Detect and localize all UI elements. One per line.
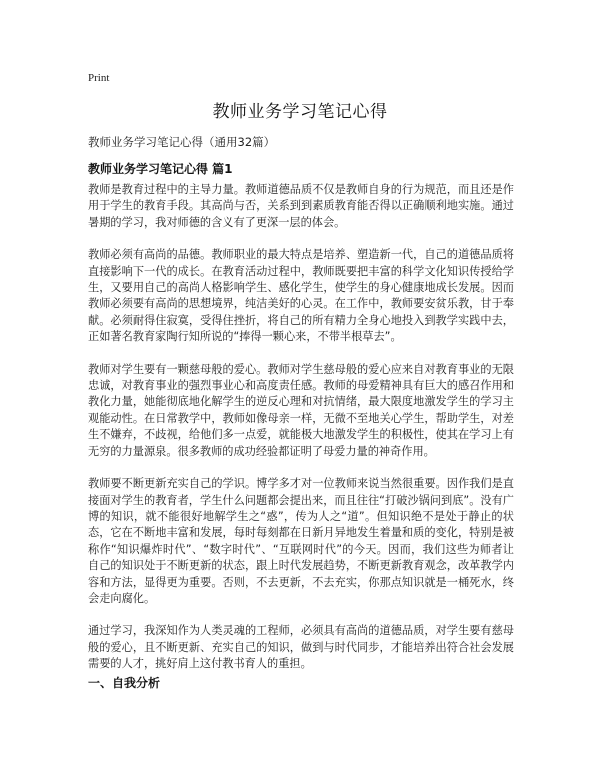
print-link[interactable]: Print: [88, 72, 110, 84]
sub-heading-self-analysis: 一、自我分析: [88, 676, 161, 690]
document-title: 教师业务学习笔记心得: [212, 102, 388, 122]
paragraph-5: 通过学习，我深知作为人类灵魂的工程师，必须具有高尚的道德品质，对学生要有慈母般的爱心，且不断更新、充实自己的知识，做到与时代同步，才能培养出符合社会发展需要的人才，挑好肩上这付教书育人的重担。: [88, 624, 514, 671]
article-body: [88, 182, 514, 689]
section-heading: 教师业务学习笔记心得 篇1: [88, 162, 233, 176]
paragraph-1: 教师是教育过程中的主导力量。教师道德品质不仅是教师自身的行为规范，而且还是作用于学生的教育手段。其高尚与否，关系到到素质教育能否得以正确顺利地实施。通过暑期的学习，我对师德的含义有了更深一层的体会。: [88, 183, 514, 229]
paragraph-3: 教师对学生要有一颗慈母般的爱心。教师对学生慈母般的爱心应来自对教育事业的无限忠诚，对教育事业的强烈事业心和高度责任感。教师的母爱精神具有巨大的感召作用和教化力量，她能彻底地化解学生的逆反心理和对抗情绪，最大限度地激发学生的学习主观能动性。在日常教学中，教师如像母亲一样，无微不至地关心学生，帮助学生，对差生不嫌弃，不歧视，给他们多一点爱，就能极大地激发学生的积极性，使其在学习上有无穷的力量源泉。很多教师的成功经验都证明了母爱力量的神奇作用。: [88, 362, 514, 458]
paragraph-2: 教师必须有高尚的品德。教师职业的最大特点是培养、塑造新一代，自己的道德品质将直接影响下一代的成长。在教育活动过程中，教师既要把丰富的科学文化知识传授给学生，又要用自己的高尚人格影响学生、感化学生，使学生的身心健康地成长发展。因而教师必须要有高尚的思想境界，纯洁美好的心灵。在工作中，教师要安贫乐教，甘于奉献。必须耐得住寂寞，受得住挫折，将自己的所有精力全身心地投入到教学实践中去，正如著名教育家陶行知所说的“捧得一颗心来，不带半根草去”。: [88, 248, 514, 344]
paragraph-4: 教师要不断更新充实自己的学识。博学多才对一位教师来说当然很重要。因作我们是直接面对学生的教育者，学生什么问题都会提出来，而且往往“打破沙锅问到底”。没有广博的知识，就不能很好地解学生之“惑”，传为人之“道”。但知识绝不是处于静止的状态，它在不断地丰富和发展，每时每刻都在日新月异地发生着量和质的变化，特别是被称作“知识爆炸时代”、“数字时代”、“互联网时代”的今天。因而，我们这些为师者让自己的知识处于不断更新的状态，跟上时代发展趋势，不断更新教育观念，改革教学内容和方法，显得更为重要。否则，不去更新，不去充实，你那点知识就是一桶死水，终会走向腐化。: [88, 477, 514, 605]
document-subtitle: 教师业务学习笔记心得（通用32篇）: [88, 135, 276, 149]
